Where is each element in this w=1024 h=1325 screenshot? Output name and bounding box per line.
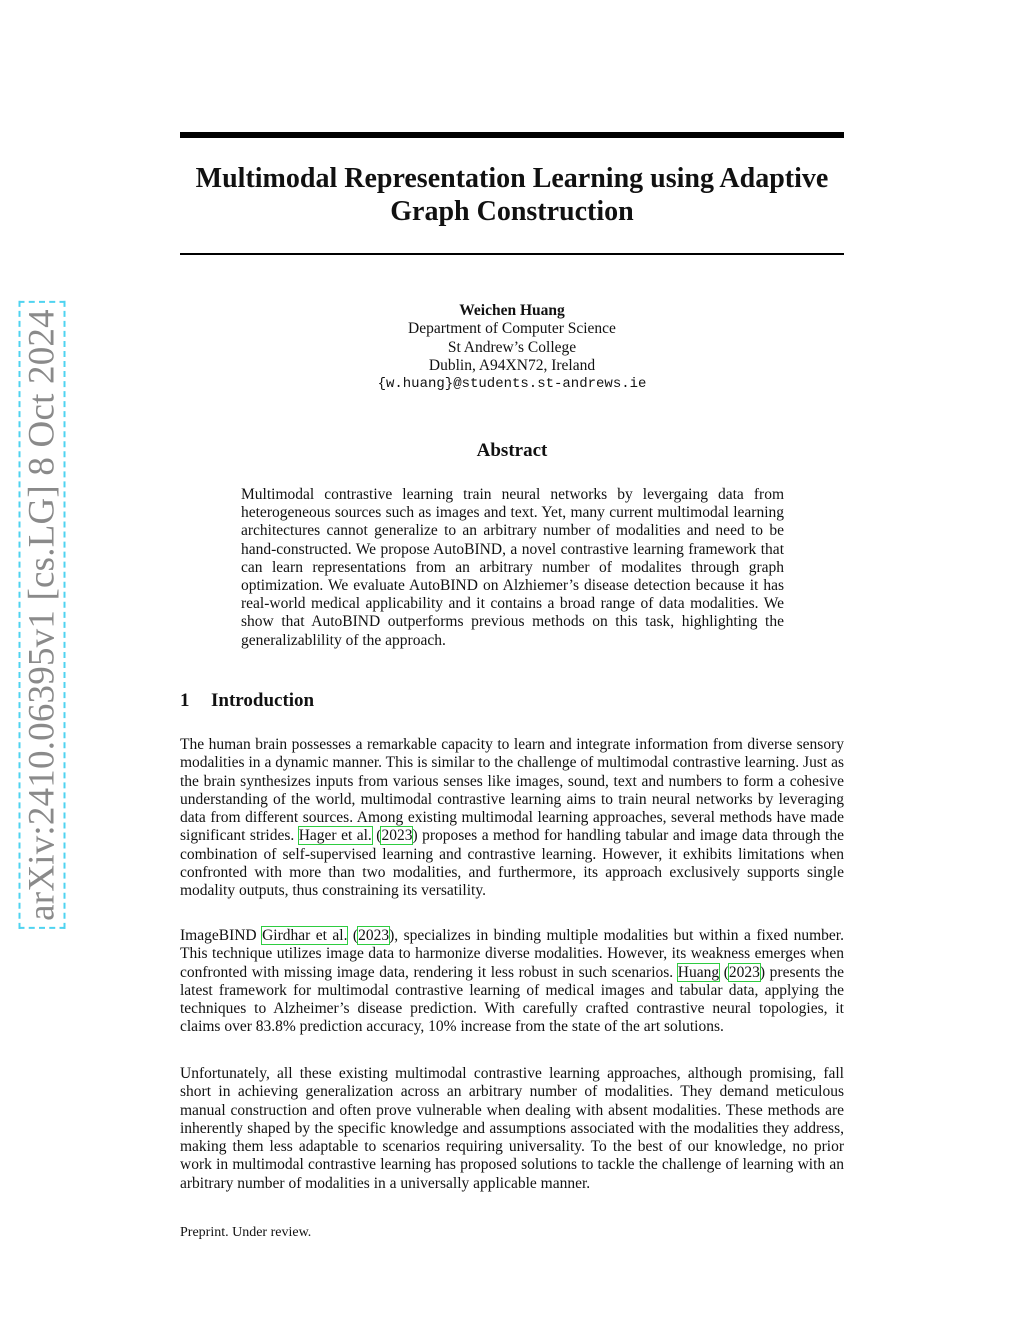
paragraph-text: The human brain possesses a remarkable capacity to learn and integrate information from diverse sensory modalities in a dynamic manner. This is similar to the challenge of multimodal contrastive learning. Just as the brain synthesizes inputs from various senses like images, sound, text and numbers to form a cohesive understanding of the world, multimodal contrastive learning aims to train neural networks by leveraging data from different sources. Among existing multimodal learning approaches, several methods have made significant strides. [180, 736, 844, 845]
section-title: Introduction [211, 690, 315, 711]
abstract-heading: Abstract [476, 440, 548, 461]
author-department: Department of Computer Science [408, 320, 616, 338]
paragraph-text: ( [347, 927, 359, 944]
footer-preprint-note: Preprint. Under review. [180, 1225, 312, 1240]
citation-link-girdhar-author[interactable]: Girdhar et al. [262, 927, 348, 944]
paragraph-text: ( [719, 963, 729, 981]
arxiv-identifier-stamp[interactable]: arXiv:2410.06395v1 [cs.LG] 8 Oct 2024 [19, 301, 66, 929]
abstract-text: Multimodal contrastive learning train neural networks by levergaing data from heterogeneous sources such as images and text. Yet, many current multimodal learning architectures cannot generalize to an arbitrary number of modalities and need to be hand-constructed. We propose AutoBIND, a novel contrastive learning framework that can learn representations from an arbitrary number of modalites through graph optimization. We evaluate AutoBIND on Alzhiemer’s disease detection because it has real-world medical applicability and it contains a broad range of data modalities. We show that AutoBIND outperforms previous methods on this task, highlighting the generalizablility of the approach. [241, 486, 784, 649]
intro-paragraph-1 [180, 736, 844, 900]
section-heading-introduction [180, 690, 314, 712]
intro-paragraph-2 [180, 927, 844, 1037]
citation-link-huang-year[interactable]: 2023 [728, 963, 760, 981]
citation-link-huang-author[interactable]: Huang [677, 963, 720, 981]
author-name: Weichen Huang [459, 302, 565, 319]
title-top-rule [180, 132, 844, 138]
author-address: Dublin, A94XN72, Ireland [428, 356, 596, 374]
section-number: 1 [180, 690, 190, 711]
paper-title: Multimodal Representation Learning using Adaptive Graph Construction [195, 163, 829, 227]
citation-link-girdhar-year[interactable]: 2023 [358, 927, 390, 944]
author-college: St Andrew’s College [447, 338, 577, 356]
paragraph-text: ( [371, 827, 382, 845]
paragraph-text: ImageBIND [180, 927, 263, 944]
title-bottom-rule [180, 253, 844, 255]
paragraph-text: ) presents the latest framework for multimodal contrastive learning of medical images and tabular data, applying the techniques to Alzheimer’s disease prediction. With carefully crafted contrastive neural topologies, it claims over 83.8% prediction accuracy, 10% increase from the state of the art solutions. [180, 963, 845, 1036]
paragraph-text: ) proposes a method for handling tabular and image data through the combination of self-supervised learning and contrastive learning. However, it exhibits limitations when confronted with more than two modalities, and furthermore, its approach exclusively supports single modality outputs, thus constraining its versatility. [180, 827, 844, 899]
paragraph-text: ), specializes in binding multiple modalities but within a fixed number. This technique utilizes image data to harmonize diverse modalities. However, its weakness emerges when confronted with missing image data, rendering it less robust in such scenarios. [180, 927, 844, 981]
author-email: {w.huang}@students.st-andrews.ie [377, 376, 647, 393]
intro-paragraph-3: Unfortunately, all these existing multimodal contrastive learning approaches, although promising, fall short in achieving generalization across an arbitrary number of modalities. They demand meticulous manual construction and often prove vulnerable when dealing with absent modalities. These methods are inherently shaped by the specific knowledge and assumptions associated with the modalities they address, making them less adaptable to scenarios requiring universality. To the best of our knowledge, no prior work in multimodal contrastive learning has proposed solutions to tackle the challenge of learning with an arbitrary number of modalities in a universally applicable manner. [180, 1065, 844, 1192]
citation-link-hager-author[interactable]: Hager et al. [298, 827, 372, 845]
citation-link-hager-year[interactable]: 2023 [381, 827, 413, 845]
author-block [180, 302, 844, 393]
